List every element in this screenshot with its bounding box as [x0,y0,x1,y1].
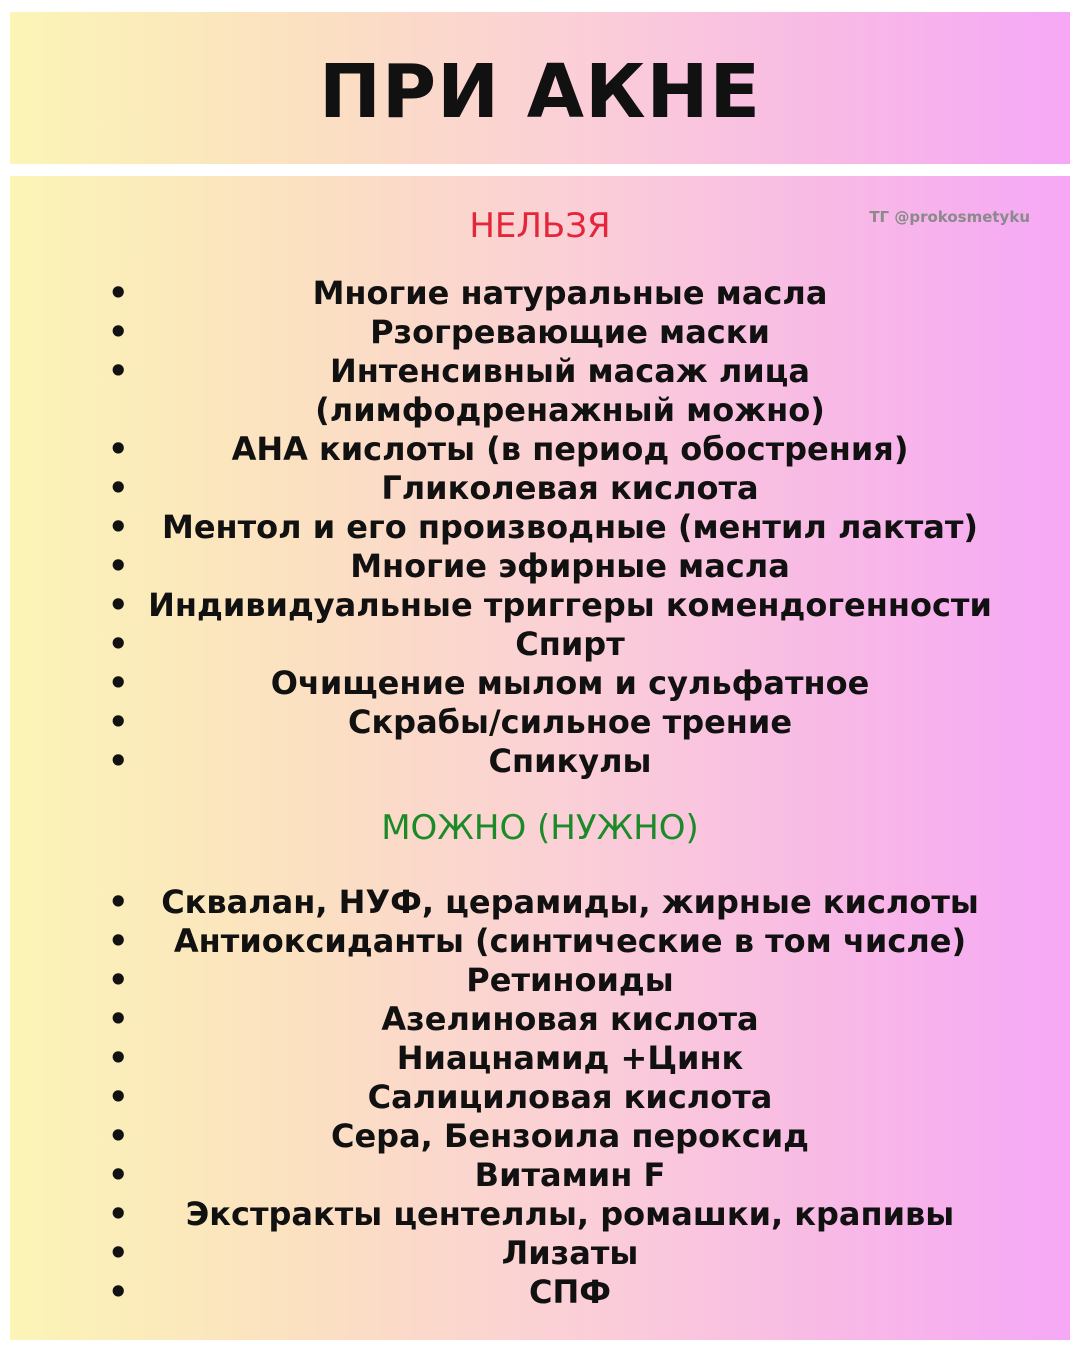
list-item [10,508,1070,547]
list-item-text: Очищение мылом и сульфатное [270,664,870,702]
list-item [10,274,1070,313]
bullet-icon: • [108,586,129,624]
content-panel [10,176,1070,1340]
list-item-text: Лизаты [501,1234,639,1272]
list-item [10,1078,1070,1117]
bullet-icon: • [108,1039,129,1077]
bullet-icon: • [108,1156,129,1194]
list-item-text: Салициловая кислота [367,1078,773,1116]
list-item-text: Рзогревающие маски [370,313,770,351]
header-panel [10,12,1070,164]
list-item-text: Сквалан, НУФ, церамиды, жирные кислоты [161,883,979,921]
bullet-icon: • [108,1117,129,1155]
bullet-icon: • [108,664,129,702]
list-item [10,352,1070,430]
list-item-text: Ниацнамид +Цинк [396,1039,744,1077]
list-item-text: Антиоксиданты (синтические в том числе) [173,922,967,960]
bullet-icon: • [108,1000,129,1038]
list-item-text: Многие эфирные масла [350,547,790,585]
bullet-icon: • [108,508,129,546]
watermark: ТГ @prokosmetyku [869,208,1030,226]
bullet-icon: • [108,352,129,390]
list-item [10,961,1070,1000]
allowed-list [10,883,1070,1312]
bullet-icon: • [108,274,129,312]
list-item [10,547,1070,586]
bullet-icon: • [108,961,129,999]
list-item-text: АНА кислоты (в период обострения) [231,430,909,468]
bullet-icon: • [108,1273,129,1311]
list-item [10,922,1070,961]
list-item [10,1195,1070,1234]
bullet-icon: • [108,1195,129,1233]
list-item [10,1039,1070,1078]
list-item-text: Ретиноиды [466,961,674,999]
bullet-icon: • [108,1078,129,1116]
bullet-icon: • [108,922,129,960]
list-item [10,883,1070,922]
list-item-text: Индивидуальные триггеры комендогенности [148,586,992,624]
list-item [10,430,1070,469]
list-item [10,664,1070,703]
list-item-text: Скрабы/сильное трение [347,703,793,741]
bullet-icon: • [108,883,129,921]
bullet-icon: • [108,1234,129,1272]
list-item-text: Спикулы [488,742,652,780]
list-item [10,703,1070,742]
bullet-icon: • [108,430,129,468]
bullet-icon: • [108,547,129,585]
list-item-text: Сера, Бензоила пероксид [330,1117,809,1155]
list-item-text: Интенсивный масаж лица [330,352,810,390]
list-item [10,1273,1070,1312]
bullet-icon: • [108,313,129,351]
bullet-icon: • [108,742,129,780]
list-item [10,1234,1070,1273]
list-item [10,1000,1070,1039]
list-item [10,742,1070,781]
list-item-text: Витамин F [474,1156,666,1194]
list-item [10,586,1070,625]
list-item [10,625,1070,664]
list-item-text: Азелиновая кислота [381,1000,759,1038]
list-item-text: Ментол и его производные (ментил лактат) [161,508,979,546]
bullet-icon: • [108,625,129,663]
list-item [10,1156,1070,1195]
list-item [10,469,1070,508]
list-item-text: СПФ [529,1273,611,1311]
page-title: ПРИ АКНЕ [318,49,762,135]
list-item [10,1117,1070,1156]
list-item-text: Экстракты центеллы, ромашки, крапивы [185,1195,955,1233]
allowed-heading: МОЖНО (НУЖНО) [381,808,699,848]
list-item [10,313,1070,352]
list-item-text: Спирт [515,625,625,663]
list-item-text: Многие натуральные масла [312,274,828,312]
forbidden-list [10,274,1070,781]
list-item-text: Гликолевая кислота [381,469,759,507]
bullet-icon: • [108,703,129,741]
list-item-text: (лимфодренажный можно) [315,391,825,429]
forbidden-heading: НЕЛЬЗЯ [469,206,611,246]
bullet-icon: • [108,469,129,507]
